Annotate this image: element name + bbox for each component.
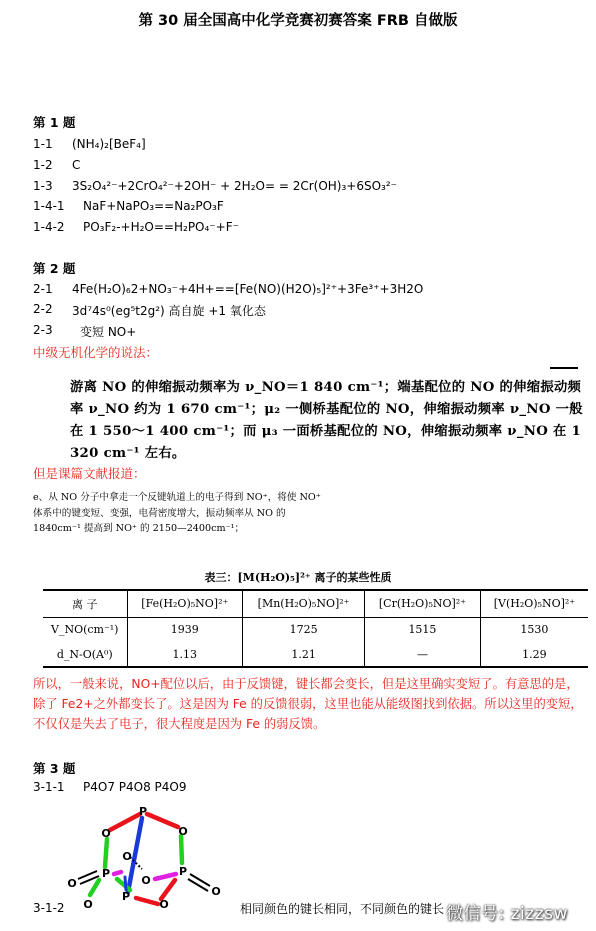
table-cell: V_NO(cm⁻¹) <box>51 623 119 637</box>
table-cell: — <box>365 642 481 667</box>
textbook-quote <box>70 377 586 465</box>
bond-green <box>181 836 182 863</box>
table-header-row <box>43 590 588 617</box>
explanation-paragraph: 所以，一般来说，NO+配位以后，由于反馈键，键长都会变长，但是这里确实变短了。有意思的是，除了 Fe2+之外都变长了。这是因为 Fe 的反馈很弱，这里也能从能级图找到依据。所以这里的变短，不仅仅是失去了电子，很大程度是因为 Fe 的弱反馈。 <box>33 677 583 731</box>
q3-heading: 第 3 题 <box>33 761 76 776</box>
bond-green <box>90 880 99 895</box>
item-number: 2-3 <box>33 323 53 337</box>
q1-heading: 第 1 题 <box>33 115 76 130</box>
table-cell: 1530 <box>480 617 588 642</box>
q1-item-4 <box>33 199 224 213</box>
double-bond <box>190 874 210 886</box>
q1-item-3 <box>33 179 397 193</box>
atom-p: P <box>121 890 131 903</box>
q1-item-2 <box>33 158 81 172</box>
item-answer: PO₃F₂-+H₂O==H₂PO₄⁻+F⁻ <box>83 220 239 234</box>
double-bond <box>188 879 208 891</box>
paper-quote: e、从 NO 分子中拿走一个反键轨道上的电子得到 NO⁺，将使 NO⁺ 体系中的键变短、变强，电荷密度增大，振动频率从 NO 的 1840cm⁻¹ 提高到 NO⁺ 的 2150—2400cm⁻¹； <box>33 492 321 534</box>
bond-red <box>161 880 175 899</box>
bond-magenta <box>155 874 176 879</box>
atom-o: O <box>211 885 221 898</box>
red-note-textbook: 中级无机化学的说法： <box>33 345 159 360</box>
bond-color-note: 相同颜色的键长相同，不同颜色的键长 <box>240 902 445 916</box>
atom-p: P <box>138 805 148 818</box>
table-cell: 1.29 <box>480 642 588 667</box>
q1-item-5 <box>33 220 239 234</box>
q1-item-1 <box>33 137 146 151</box>
table-row <box>43 642 588 667</box>
atom-p: P <box>101 867 111 880</box>
item-answer: (NH₄)₂[BeF₄] <box>72 137 146 151</box>
item-answer: P4O7 P4O8 P4O9 <box>83 780 187 794</box>
table-cell: 1.21 <box>243 642 365 667</box>
watermark: 微信号: zizzsw <box>446 904 568 924</box>
atom-o: O <box>141 874 151 887</box>
bond-red <box>147 814 178 827</box>
item-number: 3-1-2 <box>33 901 65 915</box>
table-cell: 离 子 <box>43 590 127 617</box>
bond-red <box>110 814 140 830</box>
item-answer: 4Fe(H₂O)₆2+NO₃⁻+4H+==[Fe(NO)(H2O)₅]²⁺+3Fe³⁺+3H2O <box>72 282 424 296</box>
item-number: 2-1 <box>33 282 53 296</box>
scan-rule <box>550 367 578 369</box>
q2-item-2 <box>33 302 266 318</box>
table-cell: 1.13 <box>127 642 243 667</box>
table-cell: [V(H₂O)₅NO]²⁺ <box>480 590 588 617</box>
item-number: 1-1 <box>33 137 53 151</box>
atom-o: O <box>122 850 132 863</box>
table-cell: 1725 <box>243 617 365 642</box>
q2-item-1 <box>33 282 424 296</box>
properties-table <box>43 589 588 668</box>
table-cell: 1515 <box>365 617 481 642</box>
table-cell: [Mn(H₂O)₅NO]²⁺ <box>243 590 365 617</box>
item-answer: 变短 NO+ <box>80 325 137 339</box>
table-cell: 1939 <box>127 617 243 642</box>
red-note-literature: 但是课篇文献报道： <box>33 466 146 481</box>
p4o9-structure-diagram <box>60 800 230 915</box>
table-cell: d_N-O(A⁰) <box>56 647 113 661</box>
q3-item-2 <box>33 901 65 915</box>
table-cell: [Cr(H₂O)₅NO]²⁺ <box>365 590 481 617</box>
q2-heading: 第 2 题 <box>33 261 76 276</box>
item-number: 1-2 <box>33 158 53 172</box>
table-row <box>43 617 588 642</box>
item-number: 2-2 <box>33 302 53 316</box>
atom-o: O <box>67 877 77 890</box>
atom-p: P <box>178 865 188 878</box>
item-answer: 3S₂O₄²⁻+2CrO₄²⁻+2OH⁻ + 2H₂O= = 2Cr(OH)₃+6SO₃²⁻ <box>72 179 397 193</box>
atom-o: O <box>101 827 111 840</box>
page-title: 第 30 届全国高中化学竞赛初赛答案 FRB 自做版 <box>138 13 458 29</box>
atom-o: O <box>159 898 169 911</box>
item-number: 1-3 <box>33 179 53 193</box>
q3-item-1 <box>33 780 187 794</box>
item-answer: NaF+NaPO₃==Na₂PO₃F <box>83 199 224 213</box>
bond-magenta <box>114 872 121 874</box>
item-number: 1-4-2 <box>33 220 65 234</box>
bond-green <box>105 839 107 867</box>
table-cell: [Fe(H₂O)₅NO]²⁺ <box>127 590 243 617</box>
atom-o: O <box>178 825 188 838</box>
item-answer: 3d⁷4s⁰(eg⁵t2g²) 高自旋 +1 氧化态 <box>72 304 266 318</box>
atom-o: O <box>83 898 93 911</box>
table-caption: 表三：[M(H₂O)₅]²⁺ 离子的某些性质 <box>204 571 392 584</box>
textbook-quote-text: 游离 NO 的伸缩振动频率为 ν_NO＝1 840 cm⁻¹；端基配位的 NO 的伸缩振动频率 ν_NO 约为 1 670 cm⁻¹；μ₂ 一侧桥基配位的 NO，伸缩振动频率 ν_NO 一般在 1 550～1 400 cm⁻¹；而 μ₃ 一面桥基配位的 NO，伸缩振动频率 ν_NO 在 1 320 cm⁻¹ 左右。 <box>70 380 583 461</box>
item-answer: C <box>72 158 81 172</box>
item-number: 3-1-1 <box>33 780 65 794</box>
bond-red <box>136 898 158 904</box>
bond-blue <box>125 877 126 890</box>
item-number: 1-4-1 <box>33 199 65 213</box>
q2-item-3 <box>33 323 137 339</box>
